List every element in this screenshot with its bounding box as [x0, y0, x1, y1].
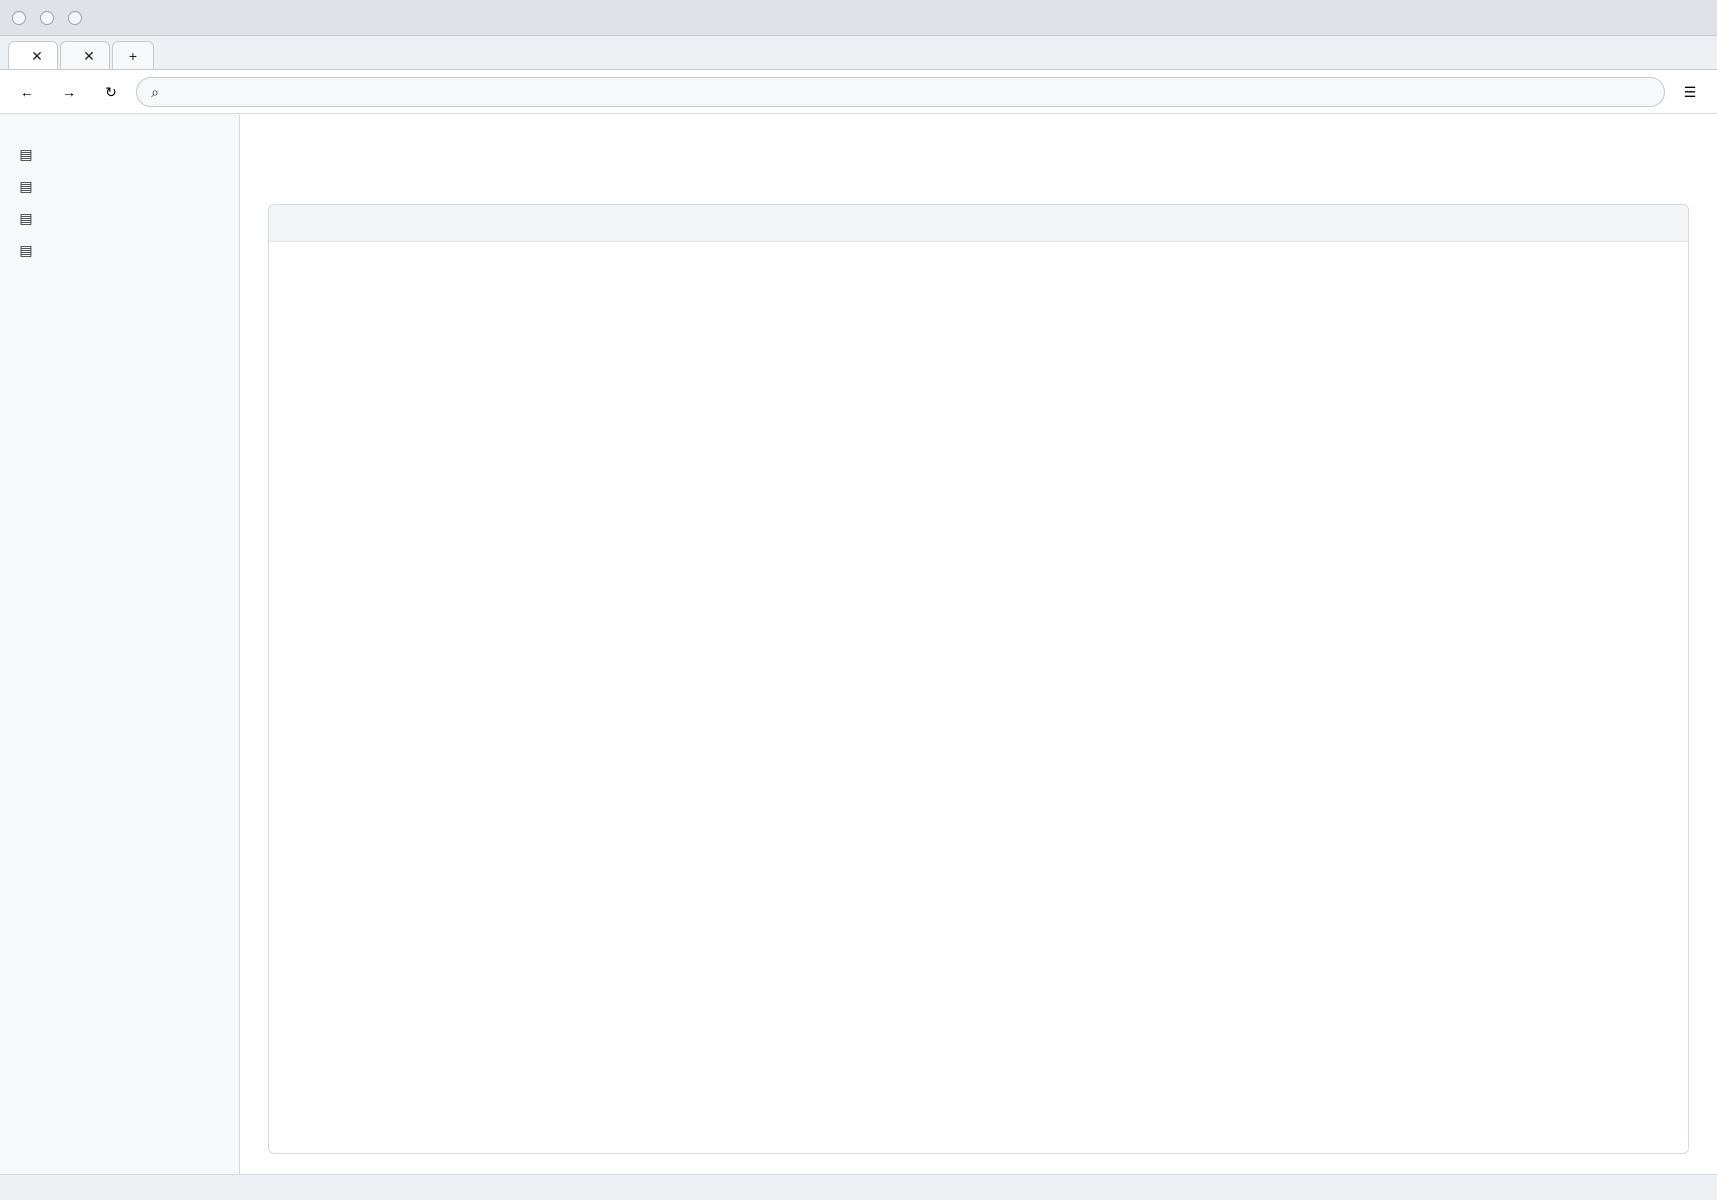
data-table [269, 205, 1688, 242]
address-bar[interactable] [136, 77, 1665, 107]
plus-icon: + [128, 47, 138, 64]
toolbar [0, 70, 1717, 114]
minimize-window-button[interactable] [40, 11, 54, 25]
page-title [268, 160, 1689, 188]
folder-icon: ▤ [19, 146, 33, 162]
menu-button[interactable] [1673, 77, 1707, 107]
back-button[interactable] [10, 77, 44, 107]
app-body [0, 114, 1717, 1174]
tab-strip [0, 36, 1717, 70]
window-controls [12, 11, 82, 25]
sidebar-item-3[interactable] [8, 234, 231, 266]
folder-icon: ▤ [19, 242, 33, 258]
close-icon[interactable]: ✕ [83, 47, 95, 64]
menu-icon: ☰ [1683, 83, 1697, 100]
column-header[interactable] [624, 205, 979, 241]
search-icon: ⌕ [151, 83, 159, 100]
tab-1[interactable] [60, 41, 110, 69]
content-panel [268, 204, 1689, 1154]
forward-arrow-icon: → [62, 83, 76, 100]
main-content [240, 114, 1717, 1174]
back-arrow-icon: ← [20, 83, 34, 100]
reload-icon: ↻ [105, 83, 117, 100]
new-tab-button[interactable] [112, 41, 154, 69]
title-bar [0, 0, 1717, 36]
sidebar-item-1[interactable] [8, 170, 231, 202]
breadcrumb [268, 134, 1689, 150]
address-input[interactable] [171, 84, 1654, 99]
close-icon[interactable]: ✕ [31, 47, 43, 64]
sidebar-item-0[interactable] [8, 138, 231, 170]
tab-0[interactable] [8, 41, 58, 69]
folder-icon: ▤ [19, 178, 33, 194]
empty-note [269, 242, 1688, 322]
sidebar-item-2[interactable] [8, 202, 231, 234]
column-header[interactable] [1333, 205, 1688, 241]
sidebar [0, 114, 240, 1174]
sidebar-heading [8, 126, 231, 138]
table-header-row [269, 205, 1688, 241]
folder-icon: ▤ [19, 210, 33, 226]
reload-button[interactable] [94, 77, 128, 107]
column-header[interactable] [269, 205, 624, 241]
status-bar [0, 1174, 1717, 1200]
close-window-button[interactable] [12, 11, 26, 25]
column-header[interactable] [979, 205, 1334, 241]
forward-button[interactable] [52, 77, 86, 107]
maximize-window-button[interactable] [68, 11, 82, 25]
